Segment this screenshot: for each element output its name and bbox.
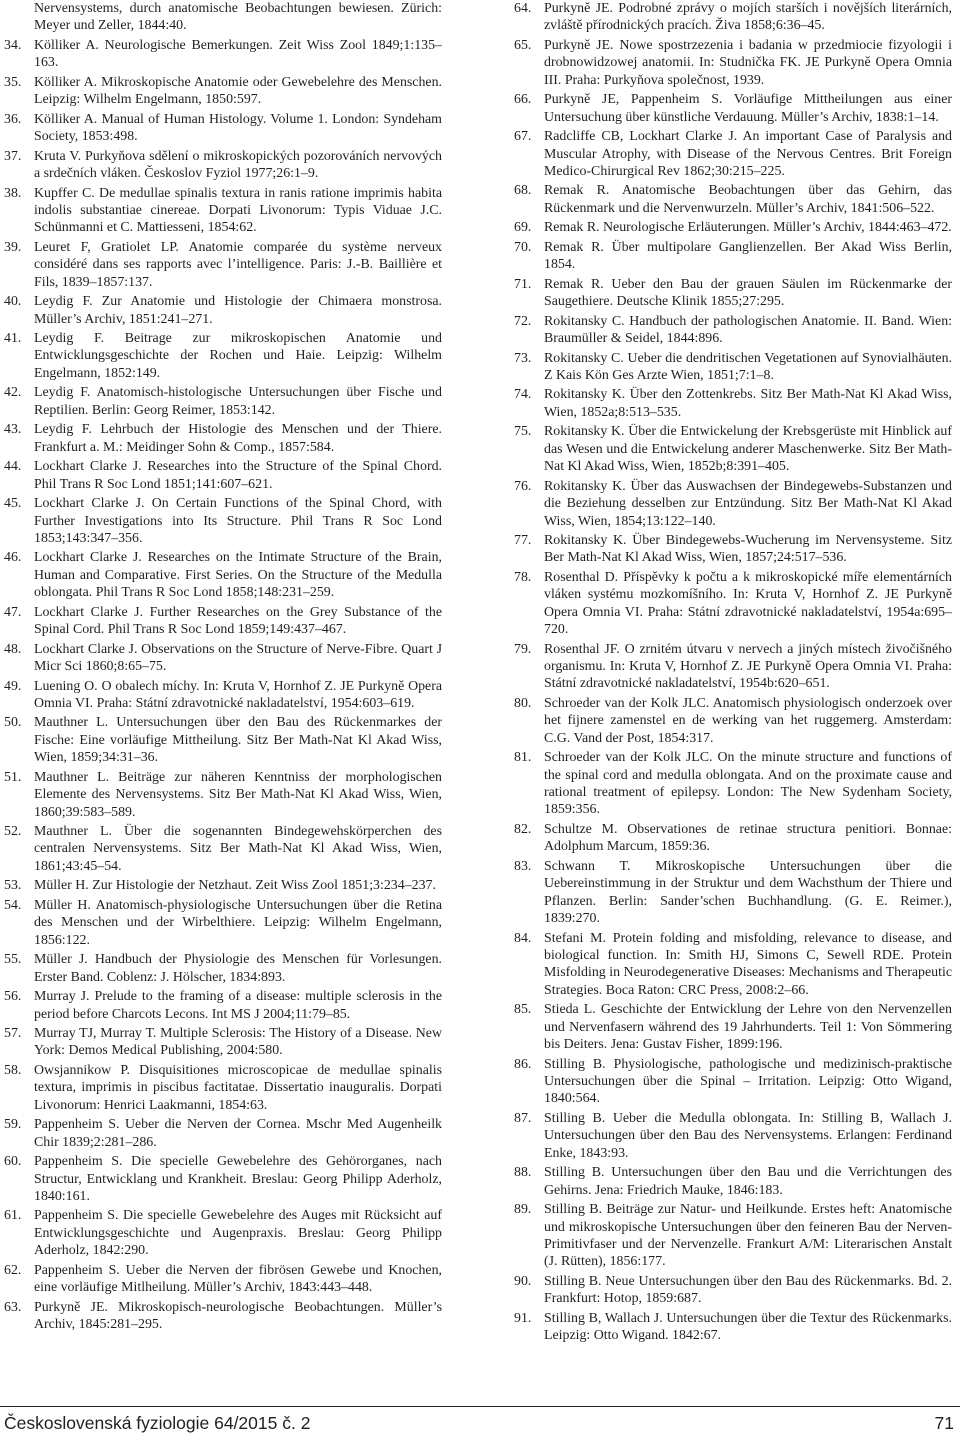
- reference-text: Leydig F. Anatomisch-histologische Untersuchungen über Fische und Reptilien. Berlin: Georg Reimer, 1853:142.: [34, 385, 442, 418]
- reference-text: Rokitansky K. Über den Zottenkrebs. Sitz Ber Math-Nat Kl Akad Wiss, Wien, 1852a;8:513–535.: [544, 387, 952, 420]
- reference-text: Mauthner L. Beiträge zur näheren Kenntniss der morphologischen Elemente des Nervensystems. Sitz Ber Math-Nat Kl Akad Wiss, Wien, 1860;39:583–589.: [34, 769, 442, 820]
- reference-item: [4, 148, 442, 183]
- reference-text: Murray TJ, Murray T. Multiple Sclerosis: The History of a Disease. New York: Demos Medical Publishing, 2004:580.: [34, 1026, 442, 1059]
- reference-text: Remak R. Anatomische Beobachtungen über das Gehirn, das Rückenmark und die Nervenwurzeln. Müller’s Archiv, 1841:506–522.: [544, 183, 952, 216]
- reference-number: 70.: [514, 239, 532, 255]
- reference-text: Müller H. Zur Histologie der Netzhaut. Zeit Wiss Zool 1851;3:234–237.: [34, 878, 436, 894]
- reference-item: [4, 604, 442, 639]
- reference-number: 73.: [514, 350, 532, 366]
- journal-citation: Československá fyziologie 64/2015 č. 2: [4, 1413, 311, 1433]
- reference-text: Müller J. Handbuch der Physiologie des Menschen für Vorlesungen. Erster Band. Coblenz: J. Hölscher, 1834:893.: [34, 952, 442, 985]
- reference-number: 57.: [4, 1026, 22, 1041]
- reference-text: Kölliker A. Mikroskopische Anatomie oder Gewebelehre des Menschen. Leipzig: Wilhelm Engelmann, 1850:597.: [34, 74, 442, 108]
- reference-number: 81.: [514, 750, 532, 766]
- reference-item: [514, 128, 952, 180]
- reference-text: Owsjannikow P. Disquisitiones microscopicae de medullae spinalis textura, imprimis in piscibus factitatae. Dissertatio inauguralis. Dorpati Livonorum: Henrici Laakmanni, 1854:63.: [34, 1062, 442, 1113]
- reference-number: 83.: [514, 858, 532, 874]
- reference-item: [4, 641, 442, 676]
- reference-item: [4, 1299, 442, 1334]
- reference-text: Kölliker A. Neurologische Bemerkungen. Zeit Wiss Zool 1849;1:135–163.: [34, 37, 442, 71]
- reference-number: 90.: [514, 1273, 532, 1289]
- reference-text: Stilling B. Neue Untersuchungen über den Bau des Rückenmarks. Bd. 2. Frankfurt: Hotop, 1859:687.: [544, 1273, 952, 1307]
- reference-number: 38.: [4, 185, 22, 201]
- reference-number: 49.: [4, 678, 22, 694]
- reference-text: Purkyně JE. Nowe spostrzezenia i badania w przedmiocie fizyologii i drobnowidzowej anatomii. In: Studnička FK. JE Purkyně Opera Omnia III. Praha: Purkyňova společnost, 1939.: [544, 37, 952, 88]
- reference-text: Stieda L. Geschichte der Entwicklung der Lehre von den Nervenzellen und Nervenfasern während des 19 Jahrhunderts. Teil 1: Von Sömmering bis Deiters. Jena: Gustav Fisher, 1899:196.: [544, 1002, 952, 1053]
- reference-text: Nervensystems, durch anatomische Beobachtungen bewiesen. Zürich: Meyer und Zeller, 1844:40.: [34, 1, 442, 34]
- reference-item: [514, 695, 952, 747]
- reference-number: 41.: [4, 331, 22, 347]
- reference-item: [514, 858, 952, 928]
- reference-item: [4, 1062, 442, 1114]
- reference-text: Pappenheim S. Die specielle Gewebelehre des Gehörorganes, nach Structur, Entwicklang und Krankheit. Breslau: Georg Philipp Aderholz, 1840:161.: [34, 1154, 442, 1204]
- reference-item: [4, 495, 442, 547]
- reference-number: 89.: [514, 1202, 532, 1218]
- reference-item: [514, 91, 952, 126]
- reference-item: [4, 678, 442, 713]
- reference-number: 77.: [514, 533, 532, 548]
- reference-text: Rokitansky K. Über die Entwickelung der Krebsgerüste mit Hinblick auf das Wesen und die Entwickelung anderer Maschenwerke. Sitz Ber Math-Nat Kl Akad Wiss, Wien, 1852b;8:391–405.: [544, 424, 952, 475]
- reference-number: 84.: [514, 930, 532, 946]
- reference-text: Stilling B. Beiträge zur Natur- und Heilkunde. Erstes heft: Anatomische und mikroskopische Untersuchungen über den feineren Bau der Nerven-Primitivfaser und der Nervenzelle. Frankurt A/M: Literarischen Anstalt (J. Rütten), 1856:177.: [544, 1202, 952, 1270]
- reference-text: Rosenthal D. Příspěvky k počtu a k mikroskopické míře elementárních vláken systému mozkomíšního. In: Kruta V, Hornhof Z. JE Purkyně Opera Omnia VI. Praha: Státní zdravotnické nakladatelství, 1954a:695–720.: [544, 569, 952, 638]
- reference-item: [4, 0, 442, 35]
- reference-item: [514, 1001, 952, 1053]
- reference-item: [514, 239, 952, 274]
- reference-item: [4, 1153, 442, 1205]
- reference-text: Leydig F. Zur Anatomie und Histologie der Chimaera monstrosa. Müller’s Archiv, 1851:241–271.: [34, 294, 442, 327]
- reference-number: 34.: [4, 37, 22, 53]
- reference-text: Remak R. Über multipolare Ganglienzellen. Ber Akad Wiss Berlin, 1854.: [544, 239, 952, 273]
- reference-text: Luening O. O obalech míchy. In: Kruta V, Hornhof Z. JE Purkyně Opera Omnia VI. Praha: Státní zdravotnické nakladatelství, 1954:603–619.: [34, 678, 442, 711]
- reference-text: Schroeder van der Kolk JLC. On the minute structure and functions of the spinal cord and medulla oblongata. And on the proximate cause and rational treatment of epilepsy. London: The New Sydenham Society, 1859:356.: [544, 750, 952, 818]
- reference-text: Stilling B. Untersuchungen über den Bau und die Verrichtungen des Gehirns. Jena: Friedrich Mauke, 1846:183.: [544, 1165, 952, 1198]
- reference-number: 61.: [4, 1208, 22, 1224]
- reference-text: Rokitansky K. Über das Auswachsen der Bindegewebs-Substanzen und die Beziehung desselben zur Entzündung. Sitz Ber Math-Nat Kl Akad Wiss, Wien, 1854;13:122–140.: [544, 478, 952, 529]
- reference-item: [4, 823, 442, 875]
- reference-number: 79.: [514, 641, 532, 657]
- reference-item: [514, 749, 952, 819]
- reference-item: [4, 330, 442, 382]
- reference-item: [4, 1207, 442, 1259]
- reference-text: Kupffer C. De medullae spinalis textura in ranis ratione imprimis habita indolis substantiae cinereae. Dorpati Livonorum: Typis Viduae J.C. Schünmanni et C. Mattiesseni, 1854:62.: [34, 185, 442, 236]
- reference-text: Kruta V. Purkyňova sdělení o mikroskopických pozorováních nervových a srdečních vláken. Českoslov Fyziol 1977;26:1–9.: [34, 148, 442, 182]
- reference-item: [514, 1164, 952, 1199]
- reference-item: [514, 219, 952, 236]
- reference-number: 39.: [4, 239, 22, 255]
- reference-item: [4, 293, 442, 328]
- reference-text: Purkyně JE. Mikroskopisch-neurologische Beobachtungen. Müller’s Archiv, 1845:281–295.: [34, 1299, 442, 1333]
- reference-number: 72.: [514, 313, 532, 329]
- reference-number: 91.: [514, 1310, 532, 1326]
- reference-number: 48.: [4, 641, 22, 657]
- reference-item: [4, 111, 442, 146]
- reference-text: Lockhart Clarke J. Observations on the Structure of Nerve-Fibre. Quart J Micr Sci 1860;8:65–75.: [34, 641, 442, 675]
- reference-text: Remak R. Ueber den Bau der grauen Säulen im Rückenmarke der Saugethiere. Deutsche Klinik 1855;27:295.: [544, 276, 952, 310]
- reference-number: 59.: [4, 1117, 22, 1133]
- reference-text: Murray J. Prelude to the framing of a disease: multiple sclerosis in the period before Charcots Lecons. Int MS J 2004;11:79–85.: [34, 989, 442, 1022]
- reference-item: [514, 1273, 952, 1308]
- reference-text: Remak R. Neurologische Erläuterungen. Müller’s Archiv, 1844:463–472.: [544, 220, 952, 236]
- reference-item: [4, 458, 442, 493]
- reference-text: Stilling B. Ueber die Medulla oblongata. In: Stilling B, Wallach J. Untersuchungen über den Bau des Nervensystems. Erlangen: Ferdinand Enke, 1843:93.: [544, 1110, 952, 1161]
- reference-number: 55.: [4, 952, 22, 968]
- reference-text: Kölliker A. Manual of Human Histology. Volume 1. London: Syndeham Society, 1853:498.: [34, 111, 442, 145]
- reference-item: [4, 384, 442, 419]
- reference-text: Schroeder van der Kolk JLC. Anatomisch physiologisch onderzoek over het fijnere zamenstel en de werking van het ruggemerg. Amsterdam: C.G. Vand der Post, 1854:317.: [544, 695, 952, 746]
- reference-text: Rokitansky K. Über Bindegewebs-Wucherung im Nervensysteme. Sitz Ber Math-Nat Kl Akad Wiss, Wien, 1857;24:517–536.: [544, 533, 952, 566]
- reference-number: 63.: [4, 1299, 22, 1315]
- reference-item: [4, 951, 442, 986]
- reference-number: 68.: [514, 183, 532, 199]
- reference-item: [514, 821, 952, 856]
- reference-text: Lockhart Clarke J. Researches into the Structure of the Spinal Chord. Phil Trans R Soc Lond 1851;141:607–621.: [34, 459, 442, 492]
- reference-number: 58.: [4, 1062, 22, 1078]
- reference-number: 36.: [4, 111, 22, 127]
- reference-text: Mauthner L. Untersuchungen über den Bau des Rückenmarkes der Fische: Eine vorläufige Mittheilung. Sitz Ber Math-Nat Kl Akad Wiss, Wien, 1859;34:31–36.: [34, 715, 442, 766]
- reference-item: [4, 1116, 442, 1151]
- reference-text: Rosenthal JF. O zrnitém útvaru v nervech a jiných místech živočišného organismu. In: Kruta V, Hornhof Z. JE Purkyně Opera Omnia VI. Praha: Státní zdravotnické nakladatelství, 1954b:620–651.: [544, 641, 952, 692]
- reference-number: 66.: [514, 92, 532, 108]
- reference-number: 60.: [4, 1154, 22, 1170]
- reference-item: [514, 423, 952, 475]
- reference-item: [4, 988, 442, 1023]
- reference-number: 50.: [4, 715, 22, 731]
- reference-item: [4, 185, 442, 237]
- reference-number: 47.: [4, 604, 22, 620]
- reference-column-left: [4, 0, 442, 1336]
- reference-item: [4, 897, 442, 949]
- footer-rule: [0, 1406, 960, 1407]
- reference-text: Lockhart Clarke J. Researches on the Intimate Structure of the Brain, Human and Comparative. First Series. On the Structure of the Medulla oblongata. Phil Trans R Soc Lond 1858;148:231–259.: [34, 550, 442, 601]
- reference-number: 85.: [514, 1002, 532, 1018]
- reference-item: [514, 350, 952, 385]
- reference-text: Stilling B, Wallach J. Untersuchungen über die Textur des Rückenmarks. Leipzig: Otto Wigand. 1842:67.: [544, 1310, 952, 1344]
- reference-number: 40.: [4, 294, 22, 310]
- reference-number: 45.: [4, 496, 22, 512]
- reference-item: [4, 769, 442, 821]
- reference-item: [514, 1201, 952, 1271]
- reference-item: [4, 421, 442, 456]
- page-number: 71: [934, 1413, 954, 1433]
- reference-item: [514, 1056, 952, 1108]
- reference-number: 65.: [514, 37, 532, 53]
- reference-text: Purkyně JE. Podrobné zprávy o mojích starších i novějších literárních, zvláště přírodnických pracích. Živa 1858;6:36–45.: [544, 1, 952, 34]
- reference-column-right: [514, 0, 952, 1347]
- reference-text: Schwann T. Mikroskopische Untersuchungen über die Uebereinstimmung in der Struktur und dem Wachsthum der Thiere und Pflanzen. Berlin: Sander’schen Buchhandlung. (G. E. Reimer.), 1839:270.: [544, 858, 952, 927]
- reference-text: Rokitansky C. Handbuch der pathologischen Anatomie. II. Band. Wien: Braumüller & Seidel, 1844:896.: [544, 313, 952, 347]
- reference-item: [514, 386, 952, 421]
- reference-number: 75.: [514, 424, 532, 440]
- reference-item: [4, 74, 442, 109]
- reference-item: [514, 641, 952, 693]
- reference-text: Müller H. Anatomisch-physiologische Untersuchungen über die Retina des Menschen und der Wirbelthiere. Leipzig: Wilhelm Engelmann, 1856:122.: [34, 897, 442, 948]
- reference-text: Leydig F. Lehrbuch der Histologie des Menschen und der Thiere. Frankfurt a. M.: Meidinger Sohn & Comp., 1857:584.: [34, 422, 442, 455]
- reference-number: 71.: [514, 276, 532, 292]
- reference-number: 69.: [514, 220, 532, 236]
- reference-number: 67.: [514, 129, 532, 145]
- reference-text: Lockhart Clarke J. On Certain Functions of the Spinal Chord, with Further Investigations into Its Structure. Phil Trans R Soc Lond 1853;143:347–356.: [34, 496, 442, 546]
- reference-number: 54.: [4, 897, 22, 913]
- reference-text: Purkyně JE, Pappenheim S. Vorläufige Mittheilungen aus einer Untersuchung über künstliche Verdauung. Müller’s Archiv, 1838:1–14.: [544, 92, 952, 125]
- reference-number: 51.: [4, 769, 22, 785]
- reference-item: [4, 37, 442, 72]
- reference-text: Leydig F. Beitrage zur mikroskopischen Anatomie und Entwicklungsgeschichte der Rochen und Haie. Leipzig: Wilhelm Engelmann, 1852:149.: [34, 331, 442, 381]
- reference-item: [4, 877, 442, 894]
- reference-number: 80.: [514, 695, 532, 711]
- reference-number: 53.: [4, 878, 22, 894]
- reference-text: Lockhart Clarke J. Further Researches on the Grey Substance of the Spinal Cord. Phil Trans R Soc Lond 1859;149:437–467.: [34, 604, 442, 638]
- reference-number: 62.: [4, 1262, 22, 1278]
- reference-number: 78.: [514, 569, 532, 585]
- reference-text: Leuret F, Gratiolet LP. Anatomie comparée du système nerveux considéré dans ses rapports avec l’intelligence. Paris: J.-B. Baillière et Fils, 1839–1857:137.: [34, 239, 442, 290]
- reference-number: 42.: [4, 385, 22, 401]
- reference-item: [514, 1110, 952, 1162]
- reference-text: Schultze M. Observationes de retinae structura penitiori. Bonnae: Adolphum Marcum, 1859:36.: [544, 821, 952, 855]
- reference-item: [514, 478, 952, 530]
- reference-item: [514, 182, 952, 217]
- reference-number: 44.: [4, 459, 22, 475]
- reference-item: [514, 37, 952, 89]
- reference-number: 74.: [514, 387, 532, 403]
- reference-text: Stefani M. Protein folding and misfolding, relevance to disease, and biological function. In: Smith HJ, Simons C, Sewell RDE. Protein Misfolding in Neurodegenerative Diseases: Mechanisms and Therapeutic Strategies. Boca Raton: CRC Press, 2008:2–66.: [544, 930, 952, 998]
- reference-number: 43.: [4, 422, 22, 438]
- reference-text: Pappenheim S. Ueber die Nerven der fibrösen Gewebe und Knochen, eine vorläufige Mitlheilung. Müller’s Archiv, 1843:443–448.: [34, 1262, 442, 1296]
- reference-number: 52.: [4, 824, 22, 840]
- reference-item: [4, 549, 442, 601]
- reference-item: [4, 714, 442, 766]
- reference-number: 87.: [514, 1110, 532, 1126]
- reference-item: [4, 1262, 442, 1297]
- reference-text: Mauthner L. Über die sogenannten Bindegewehskörperchen des centralen Nervensystems. Sitz Ber Math-Nat Kl Akad Wiss, Wien, 1861;43:45–54.: [34, 824, 442, 874]
- reference-number: 35.: [4, 74, 22, 90]
- reference-number: 82.: [514, 821, 532, 837]
- reference-number: 86.: [514, 1056, 532, 1072]
- reference-item: [514, 0, 952, 35]
- reference-text: Rokitansky C. Ueber die dendritischen Vegetationen auf Synovialhäuten. Z Kais Kön Ges Arzte Wien, 1851;7:1–8.: [544, 350, 952, 383]
- reference-item: [514, 313, 952, 348]
- reference-text: Pappenheim S. Die specielle Gewebelehre des Auges mit Rücksicht auf Entwicklungsgeschichte und Augenpraxis. Breslau: Georg Philipp Aderholz, 1842:290.: [34, 1208, 442, 1259]
- reference-item: [514, 532, 952, 567]
- reference-number: 56.: [4, 989, 22, 1005]
- reference-number: 37.: [4, 148, 22, 164]
- reference-number: 46.: [4, 550, 22, 566]
- reference-number: 64.: [514, 1, 532, 16]
- reference-item: [514, 276, 952, 311]
- reference-item: [514, 569, 952, 639]
- reference-item: [514, 930, 952, 1000]
- reference-number: 88.: [514, 1165, 532, 1181]
- reference-text: Pappenheim S. Ueber die Nerven der Cornea. Mschr Med Augenheilk Chir 1839;2:281–286.: [34, 1117, 442, 1150]
- reference-item: [4, 1025, 442, 1060]
- reference-text: Radcliffe CB, Lockhart Clarke J. An important Case of Paralysis and Muscular Atrophy, with Disease of the Nervous Centres. Brit Foreign Medico-Chirurgical Rev 1862;30:215–225.: [544, 129, 952, 179]
- reference-item: [4, 239, 442, 291]
- reference-item: [514, 1310, 952, 1345]
- reference-text: Stilling B. Physiologische, pathologische und medizinisch-praktische Untersuchungen über die Spinal – Irritation. Leipzig: Otto Wigand, 1840:564.: [544, 1056, 952, 1107]
- reference-number: 76.: [514, 478, 532, 494]
